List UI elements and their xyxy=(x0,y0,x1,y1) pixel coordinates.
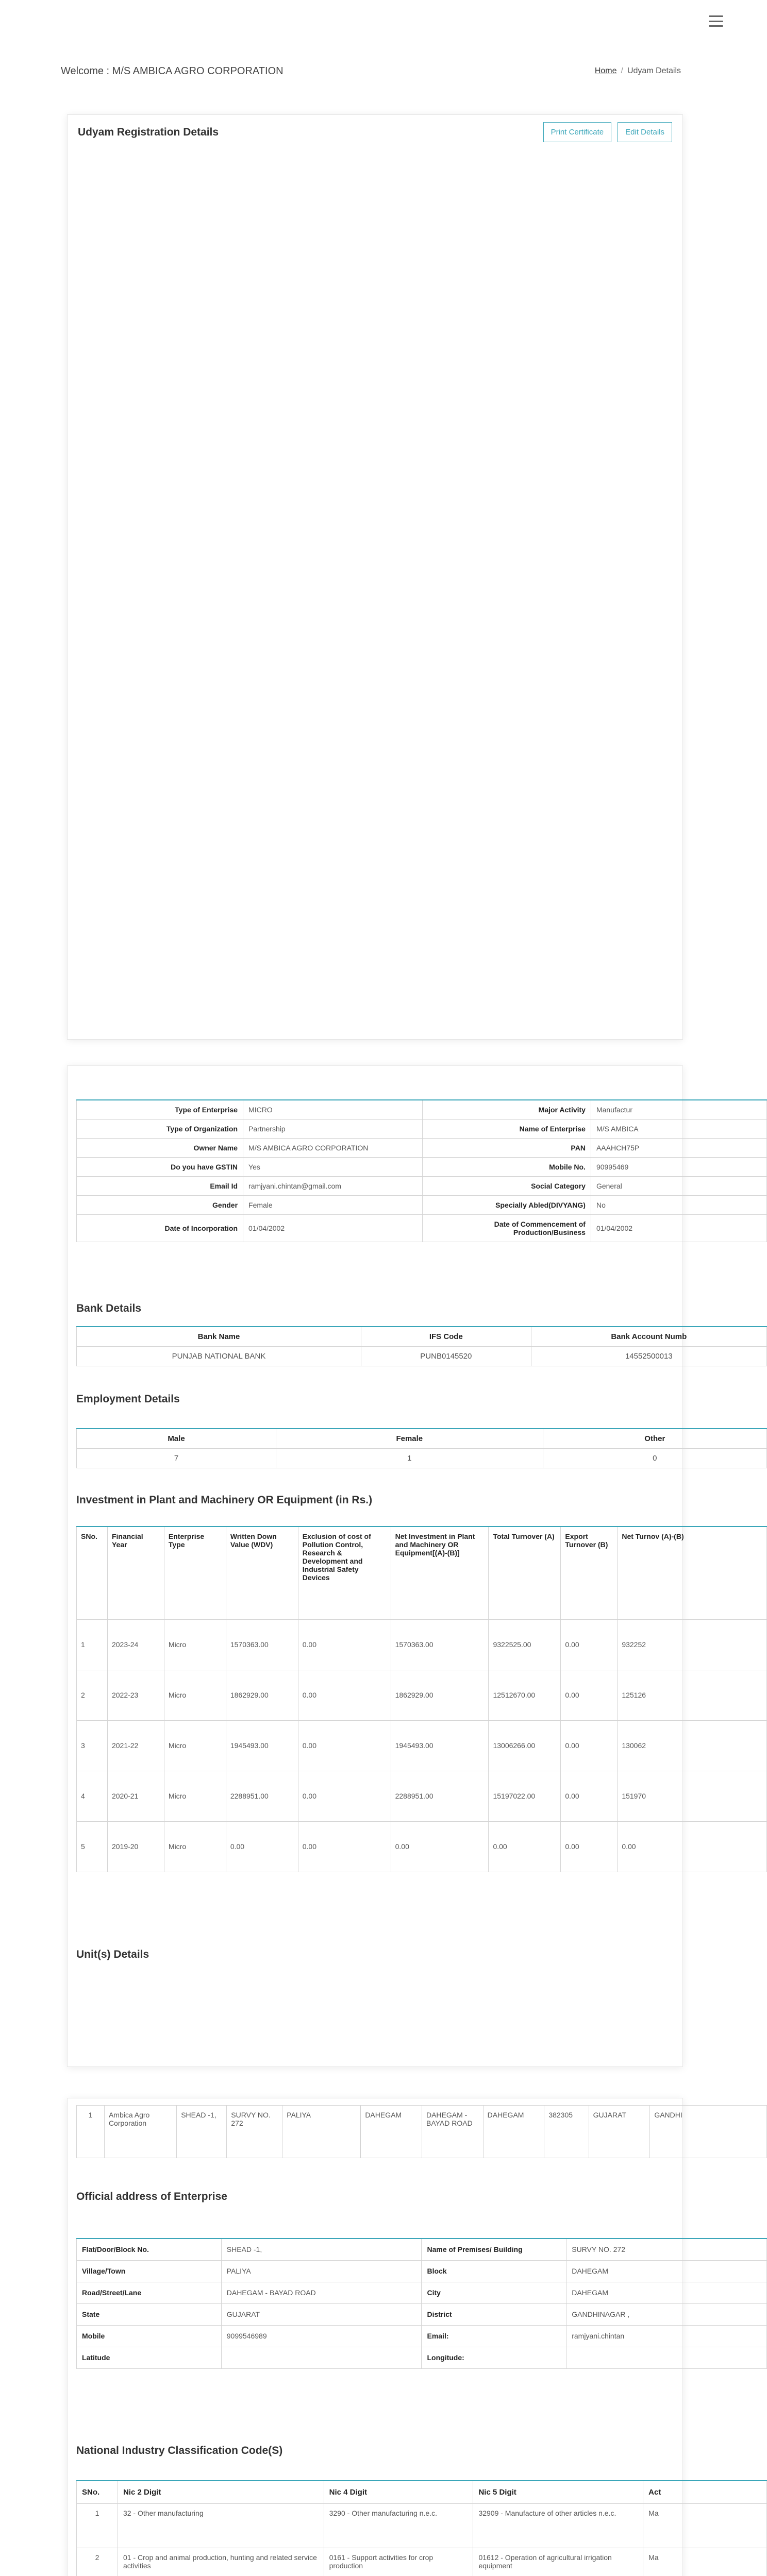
table-cell: 7 xyxy=(77,1449,276,1468)
nic-codes-table xyxy=(76,2480,767,2576)
table-cell: GANDHI xyxy=(650,2106,767,2158)
nic-codes-section xyxy=(76,2480,678,2576)
hamburger-icon[interactable] xyxy=(709,15,723,27)
table-row xyxy=(77,1139,767,1158)
table-row xyxy=(77,2260,767,2282)
table-cell: 2023-24 xyxy=(107,1619,164,1670)
info-value: General xyxy=(591,1177,766,1196)
table-row xyxy=(77,1120,767,1139)
column-header: SNo. xyxy=(77,2481,118,2503)
table-row xyxy=(77,1158,767,1177)
info-label: Date of Commencement of Production/Business xyxy=(423,1215,591,1242)
welcome-text: Welcome : M/S AMBICA AGRO CORPORATION xyxy=(61,65,284,77)
address-label: City xyxy=(422,2282,566,2303)
table-cell: 1 xyxy=(77,2503,118,2548)
table-row xyxy=(77,1100,767,1120)
table-row xyxy=(77,2106,767,2158)
table-header-row xyxy=(77,1429,767,1449)
table-cell: 2 xyxy=(77,2548,118,2576)
address-label: Block xyxy=(422,2260,566,2282)
table-cell: 9322525.00 xyxy=(489,1619,561,1670)
table-cell: 2019-20 xyxy=(107,1821,164,1872)
table-cell: 1945493.00 xyxy=(226,1720,298,1771)
bank-details-title: Bank Details xyxy=(76,1302,142,1314)
table-cell: 4 xyxy=(77,1771,108,1821)
address-label: Village/Town xyxy=(77,2260,222,2282)
column-header: Written Down Value (WDV) xyxy=(226,1527,298,1619)
table-cell: 1570363.00 xyxy=(391,1619,489,1670)
table-row xyxy=(77,2282,767,2303)
table-row xyxy=(77,2239,767,2260)
address-value: DAHEGAM xyxy=(566,2282,767,2303)
info-value: No xyxy=(591,1196,766,1215)
card-title: Udyam Registration Details xyxy=(78,126,219,138)
address-value xyxy=(566,2347,767,2368)
table-cell: Ma xyxy=(643,2548,767,2576)
table-row xyxy=(77,1347,767,1366)
table-cell: PALIYA xyxy=(282,2106,360,2158)
table-cell: 0.00 xyxy=(298,1771,391,1821)
enterprise-info-section xyxy=(76,1099,678,1284)
table-cell: SHEAD -1, xyxy=(177,2106,227,2158)
table-row xyxy=(77,2303,767,2325)
certificate-preview-area xyxy=(78,156,672,1029)
address-label: Road/Street/Lane xyxy=(77,2282,222,2303)
info-label: Type of Enterprise xyxy=(77,1100,243,1120)
table-cell: 0.00 xyxy=(561,1720,618,1771)
table-cell: 0.00 xyxy=(561,1821,618,1872)
address-label: Flat/Door/Block No. xyxy=(77,2239,222,2260)
table-cell: 1945493.00 xyxy=(391,1720,489,1771)
column-header: IFS Code xyxy=(361,1327,531,1347)
info-label: Mobile No. xyxy=(423,1158,591,1177)
column-header: Total Turnover (A) xyxy=(489,1527,561,1619)
info-label: Major Activity xyxy=(423,1100,591,1120)
table-cell: 151970 xyxy=(618,1771,767,1821)
table-cell: 5 xyxy=(77,1821,108,1872)
table-cell: 12512670.00 xyxy=(489,1670,561,1720)
table-cell: 0.00 xyxy=(561,1670,618,1720)
table-cell: SURVY NO. 272 xyxy=(227,2106,282,2158)
table-header-row xyxy=(77,2481,767,2503)
info-value: Yes xyxy=(243,1158,423,1177)
address-value: ramjyani.chintan xyxy=(566,2325,767,2347)
info-value: 01/04/2002 xyxy=(243,1215,423,1242)
info-value: M/S AMBICA xyxy=(591,1120,766,1139)
table-cell: 382305 xyxy=(544,2106,589,2158)
table-cell: 1 xyxy=(276,1449,543,1468)
info-label: Social Category xyxy=(423,1177,591,1196)
info-value: 90995469 xyxy=(591,1158,766,1177)
address-value: GUJARAT xyxy=(221,2303,422,2325)
column-header: Export Turnover (B) xyxy=(561,1527,618,1619)
table-row xyxy=(77,2548,767,2576)
info-label: Email Id xyxy=(77,1177,243,1196)
table-cell: Micro xyxy=(164,1619,226,1670)
table-cell: Micro xyxy=(164,1771,226,1821)
hamburger-bar xyxy=(709,21,723,22)
official-address-title: Official address of Enterprise xyxy=(76,2191,227,2202)
table-row xyxy=(77,1449,767,1468)
table-cell: 14552500013 xyxy=(531,1347,766,1366)
column-header: Net Turnov (A)-(B) xyxy=(618,1527,767,1619)
table-cell: 2288951.00 xyxy=(391,1771,489,1821)
nic-codes-title: National Industry Classification Code(S) xyxy=(76,2445,283,2456)
column-header: Male xyxy=(77,1429,276,1449)
table-cell: 0.00 xyxy=(391,1821,489,1872)
table-header-row xyxy=(77,1327,767,1347)
table-cell: 2 xyxy=(77,1670,108,1720)
address-value: SURVY NO. 272 xyxy=(566,2239,767,2260)
address-label: Mobile xyxy=(77,2325,222,2347)
table-cell: 0.00 xyxy=(489,1821,561,1872)
table-row xyxy=(77,1619,767,1670)
employment-details-table xyxy=(76,1428,767,1468)
address-label: Name of Premises/ Building xyxy=(422,2239,566,2260)
edit-details-button[interactable]: Edit Details xyxy=(618,122,672,142)
column-header: Nic 5 Digit xyxy=(473,2481,643,2503)
info-value: M/S AMBICA AGRO CORPORATION xyxy=(243,1139,423,1158)
table-row xyxy=(77,2503,767,2548)
table-cell: 125126 xyxy=(618,1670,767,1720)
column-header: Enterprise Type xyxy=(164,1527,226,1619)
table-cell: 1 xyxy=(77,1619,108,1670)
info-value: 01/04/2002 xyxy=(591,1215,766,1242)
table-cell: 2020-21 xyxy=(107,1771,164,1821)
table-cell: DAHEGAM xyxy=(483,2106,544,2158)
column-header: Female xyxy=(276,1429,543,1449)
enterprise-info-table xyxy=(76,1099,767,1242)
column-header: Other xyxy=(543,1429,766,1449)
address-label: District xyxy=(422,2303,566,2325)
print-certificate-button[interactable]: Print Certificate xyxy=(543,122,612,142)
investment-table xyxy=(76,1526,767,1872)
column-header: Nic 4 Digit xyxy=(324,2481,473,2503)
table-cell: 1 xyxy=(77,2106,105,2158)
column-header: SNo. xyxy=(77,1527,108,1619)
table-cell: 932252 xyxy=(618,1619,767,1670)
address-label: Latitude xyxy=(77,2347,222,2368)
table-cell: 32909 - Manufacture of other articles n.e.c. xyxy=(473,2503,643,2548)
address-value: PALIYA xyxy=(221,2260,422,2282)
table-cell: 0.00 xyxy=(298,1821,391,1872)
address-label: Email: xyxy=(422,2325,566,2347)
table-header-row xyxy=(77,1527,767,1619)
table-cell: 3 xyxy=(77,1720,108,1771)
info-value: MICRO xyxy=(243,1100,423,1120)
table-row xyxy=(77,1196,767,1215)
investment-title: Investment in Plant and Machinery OR Equipment (in Rs.) xyxy=(76,1494,373,1506)
address-value: 9099546989 xyxy=(221,2325,422,2347)
column-header: Bank Account Numb xyxy=(531,1327,766,1347)
address-label: Longitude: xyxy=(422,2347,566,2368)
table-cell: PUNJAB NATIONAL BANK xyxy=(77,1347,361,1366)
official-address-section xyxy=(76,2238,678,2408)
table-row xyxy=(77,1177,767,1196)
official-address-table xyxy=(76,2238,767,2369)
address-label: State xyxy=(77,2303,222,2325)
unit-details-title: Unit(s) Details xyxy=(76,1948,149,1960)
table-cell: GUJARAT xyxy=(589,2106,650,2158)
table-row xyxy=(77,1771,767,1821)
address-value: DAHEGAM - BAYAD ROAD xyxy=(221,2282,422,2303)
table-cell: 0 xyxy=(543,1449,766,1468)
info-label: Type of Organization xyxy=(77,1120,243,1139)
info-label: Specially Abled(DIVYANG) xyxy=(423,1196,591,1215)
breadcrumb-separator: / xyxy=(621,66,623,75)
table-cell: 13006266.00 xyxy=(489,1720,561,1771)
table-cell: 0.00 xyxy=(561,1619,618,1670)
table-row xyxy=(77,2347,767,2368)
bank-details-section xyxy=(76,1326,687,1378)
info-value: ramjyani.chintan@gmail.com xyxy=(243,1177,423,1196)
unit-details-table xyxy=(76,2105,767,2158)
column-header: Exclusion of cost of Pollution Control, Research & Development and Industrial Safety Devices xyxy=(298,1527,391,1619)
table-cell: Micro xyxy=(164,1720,226,1771)
table-cell: 1570363.00 xyxy=(226,1619,298,1670)
table-row xyxy=(77,2325,767,2347)
table-cell: Ma xyxy=(643,2503,767,2548)
table-cell: 01612 - Operation of agricultural irrigation equipment xyxy=(473,2548,643,2576)
table-cell: 1862929.00 xyxy=(391,1670,489,1720)
breadcrumb xyxy=(595,66,681,76)
column-header: Nic 2 Digit xyxy=(118,2481,324,2503)
column-header: Bank Name xyxy=(77,1327,361,1347)
info-value: AAAHCH75P xyxy=(591,1139,766,1158)
table-cell: 0161 - Support activities for crop production xyxy=(324,2548,473,2576)
table-cell: 32 - Other manufacturing xyxy=(118,2503,324,2548)
unit-details-section xyxy=(76,2105,682,2167)
table-cell: 3290 - Other manufacturing n.e.c. xyxy=(324,2503,473,2548)
table-cell: 15197022.00 xyxy=(489,1771,561,1821)
table-cell: 0.00 xyxy=(561,1771,618,1821)
column-header: Net Investment in Plant and Machinery OR Equipment[(A)-(B)] xyxy=(391,1527,489,1619)
table-cell: 1862929.00 xyxy=(226,1670,298,1720)
info-value: Female xyxy=(243,1196,423,1215)
info-label: PAN xyxy=(423,1139,591,1158)
address-value: SHEAD -1, xyxy=(221,2239,422,2260)
investment-section xyxy=(76,1526,684,1907)
table-cell: 01 - Crop and animal production, hunting and related service activities xyxy=(118,2548,324,2576)
card-actions xyxy=(543,122,672,142)
table-cell: Micro xyxy=(164,1821,226,1872)
info-value: Partnership xyxy=(243,1120,423,1139)
hamburger-bar xyxy=(709,25,723,27)
top-bar xyxy=(61,61,681,81)
table-cell: DAHEGAM xyxy=(361,2106,422,2158)
card-header xyxy=(78,122,672,142)
table-cell: 2022-23 xyxy=(107,1670,164,1720)
table-cell: 0.00 xyxy=(298,1720,391,1771)
info-label: Owner Name xyxy=(77,1139,243,1158)
column-header: Act xyxy=(643,2481,767,2503)
employment-details-section xyxy=(76,1428,678,1480)
table-cell: 2021-22 xyxy=(107,1720,164,1771)
info-label: Name of Enterprise xyxy=(423,1120,591,1139)
table-row xyxy=(77,1720,767,1771)
info-label: Date of Incorporation xyxy=(77,1215,243,1242)
table-cell: 0.00 xyxy=(618,1821,767,1872)
table-cell: PUNB0145520 xyxy=(361,1347,531,1366)
employment-details-title: Employment Details xyxy=(76,1393,180,1405)
registration-details-card xyxy=(67,114,683,1040)
info-value: Manufactur xyxy=(591,1100,766,1120)
address-value xyxy=(221,2347,422,2368)
bank-details-table xyxy=(76,1326,767,1366)
info-label: Do you have GSTIN xyxy=(77,1158,243,1177)
breadcrumb-current: Udyam Details xyxy=(627,66,681,75)
table-cell: 130062 xyxy=(618,1720,767,1771)
column-header: Financial Year xyxy=(107,1527,164,1619)
table-row xyxy=(77,1215,767,1242)
table-cell: 0.00 xyxy=(298,1670,391,1720)
table-cell: Micro xyxy=(164,1670,226,1720)
table-cell: 0.00 xyxy=(226,1821,298,1872)
table-row xyxy=(77,1821,767,1872)
address-value: GANDHINAGAR , xyxy=(566,2303,767,2325)
table-cell: DAHEGAM - BAYAD ROAD xyxy=(422,2106,483,2158)
hamburger-bar xyxy=(709,15,723,17)
info-label: Gender xyxy=(77,1196,243,1215)
table-cell: 2288951.00 xyxy=(226,1771,298,1821)
table-cell: 0.00 xyxy=(298,1619,391,1670)
table-cell: Ambica Agro Corporation xyxy=(104,2106,176,2158)
address-value: DAHEGAM xyxy=(566,2260,767,2282)
breadcrumb-home-link[interactable]: Home xyxy=(594,66,617,75)
table-row xyxy=(77,1670,767,1720)
